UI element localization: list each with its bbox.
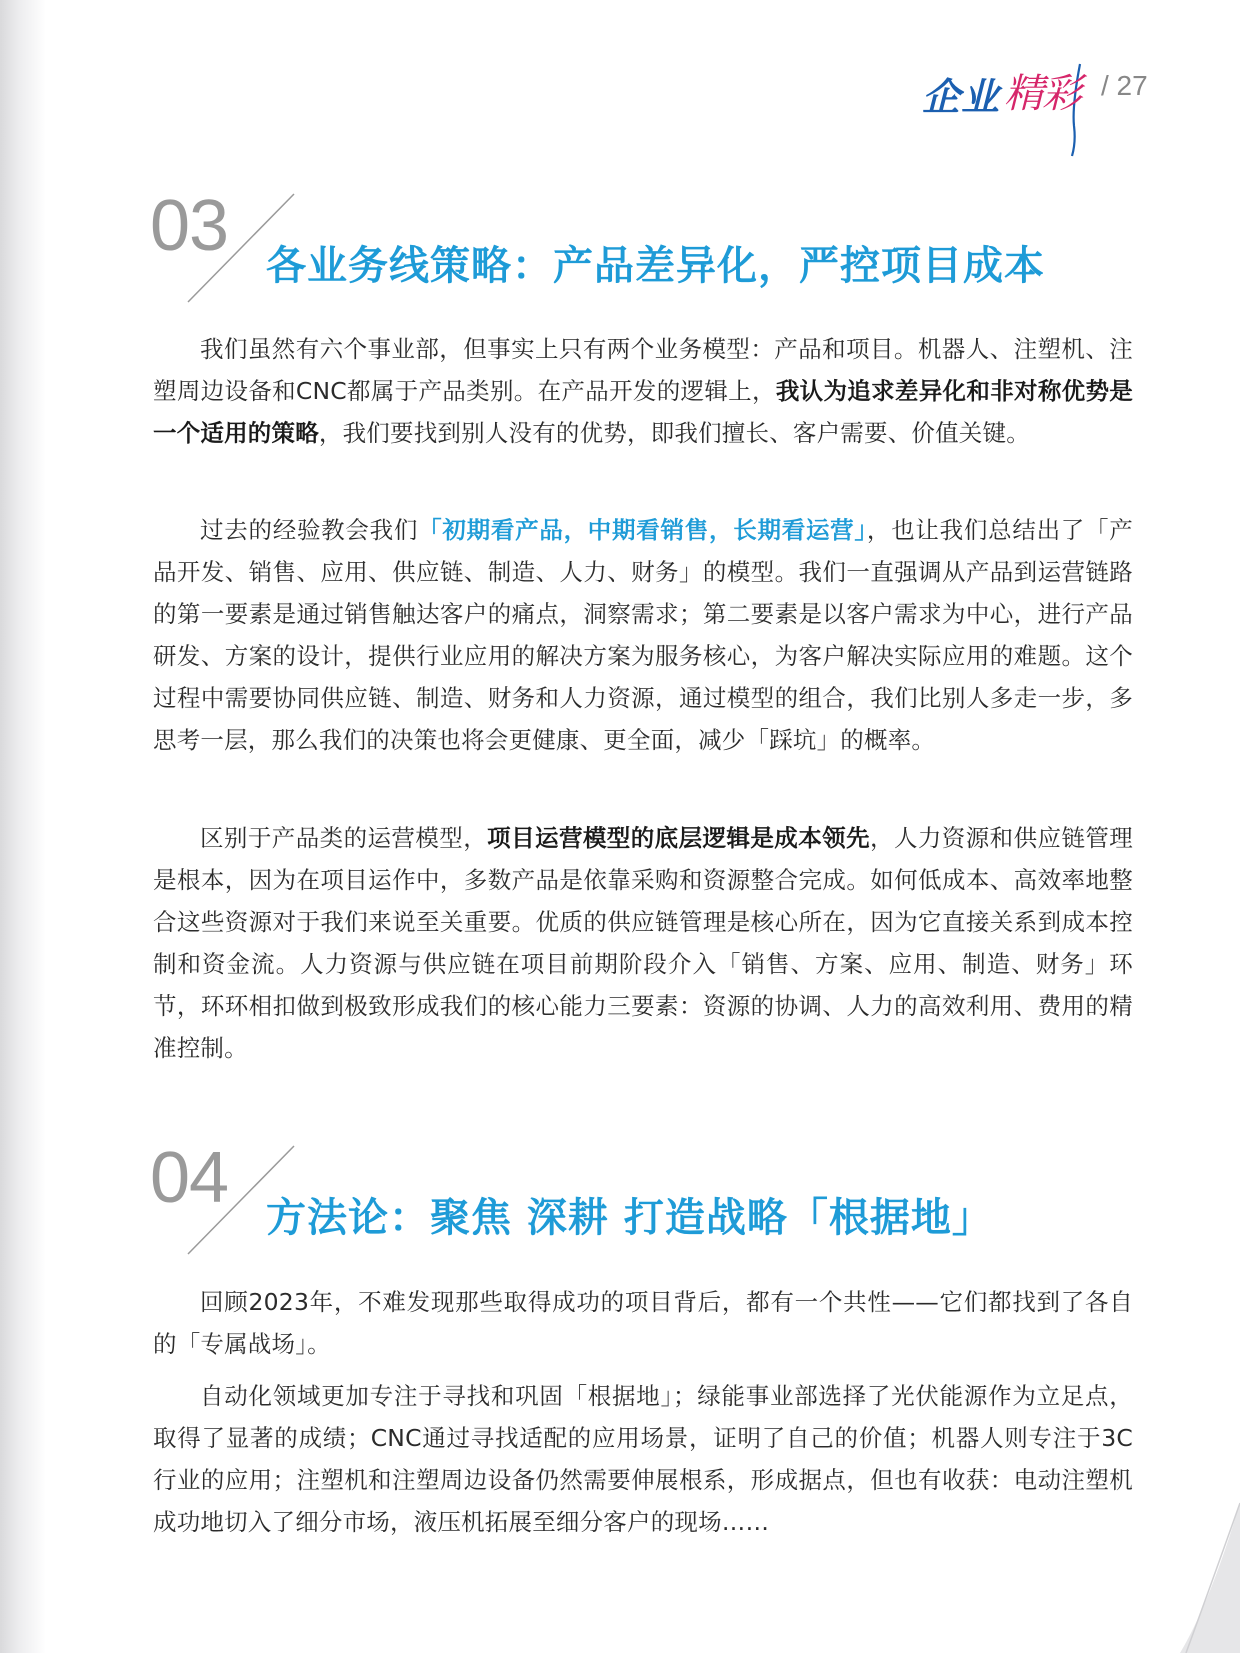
- section-04-paragraph-2: 自动化领域更加专注于寻找和巩固「根据地」；绿能事业部选择了光伏能源作为立足点，取得了显著的成绩；CNC通过寻找适配的应用场景，证明了自己的价值；机器人则专注于3C行业的应用；注塑机和注塑周边设备仍然需要伸展根系，形成据点，但也有收获：电动注塑机成功地切入了细分市场，液压机拓展至细分客户的现场……: [153, 1382, 1133, 1536]
- paragraph-text: ，我们要找到别人没有的优势，即我们擅长、客户需要、价值关键。: [318, 419, 1030, 447]
- section-03-paragraph-1: [153, 328, 1133, 454]
- paragraph-text: 我们虽然有六个事业部，但事实上只有两个业务模型：产品和项目。机器人、注塑机、注塑周边设备和CNC都属于产品类别。在产品开发的逻辑上，: [153, 335, 1133, 405]
- paragraph-bold-text: 我认为追求差异化和非对称优势是一个适用的策略: [153, 377, 1134, 447]
- paragraph-bold-text: 项目运营模型的底层逻辑是成本领先: [487, 824, 871, 852]
- paragraph-text: 过去的经验教会我们: [200, 516, 419, 544]
- section-04-title: 方法论：聚焦 深耕 打造战略「根据地」: [266, 1195, 993, 1241]
- section-03-number: 03: [150, 186, 229, 266]
- brand-main-text: 企业: [922, 75, 1001, 119]
- section-03-paragraph-3: [153, 817, 1133, 1069]
- page-number: / 27: [1101, 70, 1148, 101]
- paragraph-text: ，也让我们总结出了「产品开发、销售、应用、供应链、制造、人力、财务」的模型。我们一直强调从产品到运营链路的第一要素是通过销售触达客户的痛点，洞察需求；第二要素是以客户需求为中心，进行产品研发、方案的设计，提供行业应用的解决方案为服务核心，为客户解决实际应用的难题。这个过程中需要协同供应链、制造、财务和人力资源，通过模型的组合，我们比别人多走一步，多思考一层，那么我们的决策也将会更健康、更全面，减少「踩坑」的概率。: [153, 516, 1133, 754]
- paragraph-highlight-text: 「初期看产品，中期看销售，长期看运营」: [418, 516, 867, 544]
- page-gutter-shadow: [0, 0, 46, 1653]
- section-03-paragraph-2: [153, 509, 1133, 761]
- brand-script-text: 精彩: [1004, 71, 1080, 117]
- section-04-number: 04: [150, 1138, 229, 1218]
- page-curl-decoration: [1180, 1483, 1240, 1653]
- section-03-title: 各业务线策略：产品差异化，严控项目成本: [266, 243, 1045, 289]
- paragraph-text: ，人力资源和供应链管理是根本，因为在项目运作中，多数产品是依靠采购和资源整合完成。如何低成本、高效率地整合这些资源对于我们来说至关重要。优质的供应链管理是核心所在，因为它直接关系到成本控制和资金流。人力资源与供应链在项目前期阶段介入「销售、方案、应用、制造、财务」环节，环环相扣做到极致形成我们的核心能力三要素：资源的协调、人力的高效利用、费用的精准控制。: [153, 824, 1134, 1062]
- section-04-paragraph-1: 回顾2023年，不难发现那些取得成功的项目背后，都有一个共性——它们都找到了各自的「专属战场」。: [153, 1288, 1133, 1358]
- paragraph-text: 区别于产品类的运营模型，: [200, 824, 488, 852]
